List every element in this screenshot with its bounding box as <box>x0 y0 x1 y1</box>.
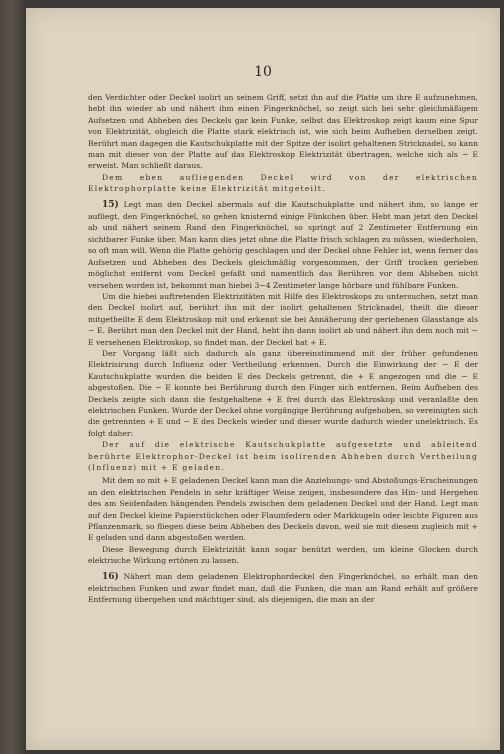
paragraph-text: Diese Bewegung durch Elektrizität kann sogar benützt werden, um kleine Glocken durch elektrische Wirkung ertönen zu lassen. <box>88 544 478 566</box>
paragraph <box>88 571 478 606</box>
paragraph <box>88 544 478 567</box>
book-binding-edge <box>0 0 24 754</box>
paragraph <box>88 199 478 291</box>
section-number: 16) <box>102 571 119 582</box>
paragraph-text: Der auf die elektrische Kautschukplatte aufgesetzte und ableitend berührte Elektrophor-Deckel ist beim isolirenden Abheben durch Vertheilung (Influenz) mit + E geladen. <box>88 440 478 472</box>
paragraph-text: den Verdichter oder Deckel isolirt an seinem Griff, setzt ihn auf die Platte um ihre E aufzunehmen, hebt ihn wieder ab und nähert ihm einen Fingerknöchel, so zeigt sich bei sehr gleichmäßigem Aufsetzen und Abheben des Deckels gar kein Funke, selbst das Elektroskop zeigt kaum eine Spur von Elektrizität, obgleich die Platte stark elektrisch ist, wie sich beim Aufheben derselben zeigt. Berührt man dagegen die Kautschukplatte mit der Spitze der isolirt gehaltenen Stricknadel, so kann man mit dieser von der Platte auf das Elektroskop Elektrizität übertragen, welche sich als − E erweist. Man schließt daraus. <box>88 93 478 171</box>
paragraph <box>88 475 478 543</box>
paragraph <box>88 439 478 473</box>
paragraph-text: Der Vorgang läßt sich dadurch als ganz übereinstimmend mit der früher gefundenen Elektrisirung durch Influenz oder Vertheilung erkennen. Durch die Einwirkung der − E der Kautschukplatte wurden die beiden E des Deckels getrennt, die + E angezogen und die − E abgestoßen. Die − E konnte bei Berührung durch den Finger sich entfernen. Beim Aufheben des Deckels zeigte sich dann die festgehaltene + E frei durch das Elektroskop und veranlaßte den elektrischen Funken. Wurde der Deckel ohne vorgängige Berührung aufgehoben, so vereinigten sich die getrennten + E und − E des Deckels wieder und dieser wurde dadurch wieder unelektrisch. Es folgt daher: <box>88 348 478 438</box>
paragraph-text: Dem eben aufliegenden Deckel wird von der elektrischen Elektrophorplatte keine Elektrizität mitgeteilt. <box>88 172 478 194</box>
paragraph <box>88 291 478 348</box>
paragraph-text: Nähert man dem geladenen Elektrophordeckel den Fingerknöchel, so erhält man den elektrischen Funken und zwar findet man, daß die Funken, die man am Rand erhält auf größere Entfernung übergehen und mächtiger sind, als diejenigen, die man an der <box>88 571 478 605</box>
paragraph-text: Mit dem so mit + E geladenen Deckel kann man die Anziehungs- und Abstoßungs-Erscheinungen an den elektrischen Pendeln in sehr kräftiger Weise zeigen, insbesondere das Hin- und Hergehen des am Seidenfaden hängenden Pendels zwischen dem geladenen Deckel und der Hand. Legt man auf den Deckel kleine Papierstückchen oder Flaumfedern oder Markkugeln oder leichte Figuren aus Pflanzenmark, so fliegen diese beim Abheben des Deckels davon, weil sie mit diesem zugleich mit + E geladen und dann abgestoßen werden. <box>88 476 478 543</box>
book-page <box>26 8 500 750</box>
paragraph-text: Legt man den Deckel abermals auf die Kautschukplatte und nähert ihm, so lange er aufliegt, den Fingerknöchel, so gehen knisternd einige Fünkchen über. Hebt man jetzt den Deckel ab und nähert seinem Rand den Fingerknöchel, so springt auf 2 Zentimeter Entfernung ein sichtbarer Funke über. Man kann dies jetzt ohne die Platte frisch schlagen zu müssen, wiederholen, so oft man will. Wenn die Platte gehörig geschlagen und der Deckel ohne Fehler ist, wenn ferner das Aufsetzen und Abheben des Deckels gleichmäßig vorgenommen, der Griff trocken gerieben möglichst entfernt vom Deckel gefaßt und namentlich das Berühren vor dem Abheben nicht versehen worden ist, bekommt man hiebei 3−4 Zentimeter lange hörbare und fühlbare Funken. <box>88 199 479 290</box>
section-number: 15) <box>102 199 119 210</box>
paragraph <box>88 348 478 439</box>
paragraph <box>88 92 478 172</box>
body-text <box>88 92 478 606</box>
paragraph <box>88 172 478 195</box>
paragraph-text: Um die hiebei auftretenden Elektrizitäten mit Hilfe des Elektroskops zu untersuchen, setzt man den Deckel isolirt auf, berührt ihn mit der isolirt gehaltenen Stricknadel, theilt die dieser mitgetheilte E dem Elektroskop mit und erkennt sie bei Annäherung der geriebenen Glasstange als − E. Berührt man den Deckel mit der Hand, hebt ihn dann isolirt ab und nähert ihn dem noch mit − E versehenen Elektroskop, so findet man, der Deckel hat + E. <box>88 291 478 347</box>
page-number: 10 <box>254 64 272 80</box>
